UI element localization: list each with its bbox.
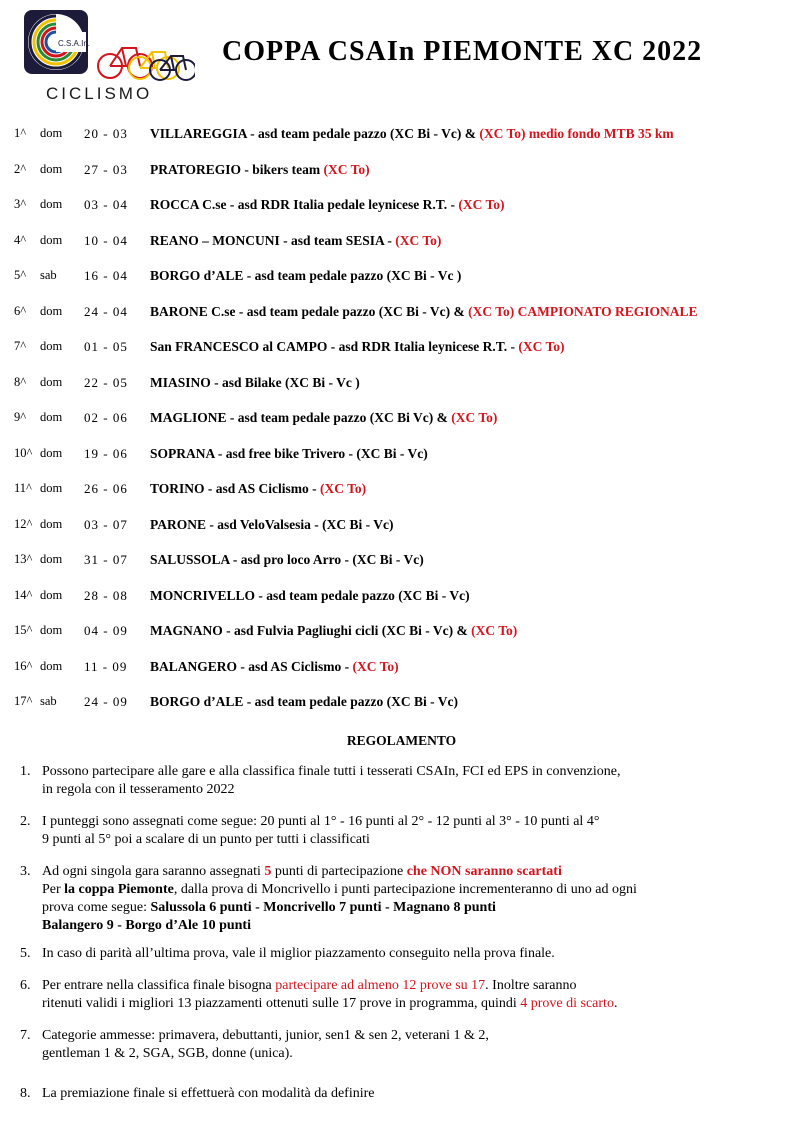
race-description [150, 197, 505, 213]
race-row [14, 126, 799, 162]
race-row [14, 375, 799, 411]
csain-ciclismo-logo-graphic [20, 8, 195, 88]
race-row [14, 481, 799, 517]
rule-1-line-1: Possono partecipare alle gare e alla classifica finale tutti i tesserati CSAIn, FCI ed EPS in convenzione, [42, 764, 621, 779]
race-xc-to: (XC To) [323, 161, 370, 177]
race-calendar [14, 126, 799, 730]
race-club: - asd free bike Trivero - (XC Bi - Vc) [214, 445, 428, 461]
race-xc-to: (XC To) [395, 232, 442, 248]
rule-8: 8. La premiazione finale si effettuerà con modalità da definire [20, 1086, 375, 1101]
race-location: REANO – MONCUNI [150, 232, 280, 248]
race-description [150, 339, 565, 355]
race-extra: CAMPIONATO REGIONALE [514, 303, 698, 319]
race-row [14, 304, 799, 340]
rule-2-line-2: 9 punti al 5° poi a scalare di un punto per tutti i classificati [42, 832, 370, 847]
race-row [14, 659, 799, 695]
race-number: 9^ [14, 410, 27, 424]
race-row [14, 233, 799, 269]
rule-2-line-1: I punteggi sono assegnati come segue: 20 punti al 1° - 16 punti al 2° - 12 punti al 3° - 10 punti al 4° [42, 814, 600, 829]
race-xc-to: (XC To) [458, 197, 505, 212]
race-xc-to: (XC To) [320, 481, 367, 496]
race-row [14, 197, 799, 233]
race-day: sab [40, 694, 57, 708]
race-day: dom [40, 126, 63, 140]
logo-ciclismo-text: CICLISMO [46, 84, 153, 103]
race-club: - asd team pedale pazzo (XC Bi - Vc) & [246, 126, 480, 141]
race-location: SALUSSOLA [150, 552, 230, 567]
race-day: dom [40, 339, 63, 353]
race-number: 10^ [14, 445, 33, 460]
race-number: 6^ [14, 303, 27, 318]
race-row [14, 162, 799, 198]
race-day: dom [40, 410, 63, 424]
race-date: 16 - 04 [84, 268, 128, 283]
race-location: TORINO [150, 481, 205, 496]
race-date: 22 - 05 [84, 374, 128, 390]
race-row [14, 588, 799, 624]
race-description [150, 588, 470, 604]
rule-1-line-2: in regola con il tesseramento 2022 [42, 782, 235, 797]
race-description [150, 375, 360, 391]
svg-text:C.S.A.In.: C.S.A.In. [58, 39, 91, 48]
race-xc-to: (XC To) [468, 303, 515, 319]
race-description [150, 517, 394, 533]
race-day: sab [40, 268, 57, 282]
race-day: dom [40, 197, 63, 211]
race-row [14, 552, 799, 588]
race-club: - asd team pedale pazzo (XC Bi - Vc) [255, 587, 470, 603]
race-xc-to: (XC To) [451, 410, 498, 425]
race-number: 4^ [14, 232, 27, 247]
race-date: 24 - 09 [84, 694, 128, 709]
race-day: dom [40, 587, 63, 602]
race-club: - asd VeloValsesia - (XC Bi - Vc) [206, 516, 394, 532]
race-location: BALANGERO [150, 658, 238, 674]
race-description [150, 694, 458, 710]
rule-6: 6. Per entrare nella classifica finale bisogna partecipare ad almeno 12 prove su 17. Inoltre saranno ritenuti validi i migliori 13 piazzamenti ottenuti sulle 17 prove in programma, quindi 4 prove di scarto. [20, 978, 618, 1011]
race-number: 12^ [14, 516, 33, 531]
race-location: MAGLIONE [150, 410, 227, 425]
race-date: 31 - 07 [84, 552, 128, 567]
race-club: - asd team SESIA - [279, 232, 396, 248]
race-location: San FRANCESCO al CAMPO [150, 339, 328, 354]
race-row [14, 694, 799, 730]
race-number: 17^ [14, 694, 33, 708]
race-location: MONCRIVELLO [150, 587, 256, 603]
race-number: 13^ [14, 552, 33, 566]
race-club: - asd AS Ciclismo - [237, 658, 353, 674]
race-club: - asd RDR Italia leynicese R.T. - [327, 339, 519, 354]
race-day: dom [40, 374, 63, 389]
race-location: BORGO d’ALE [150, 694, 244, 709]
race-number: 2^ [14, 161, 27, 176]
race-club: - asd team pedale pazzo (XC Bi - Vc ) [243, 268, 462, 283]
race-day: dom [40, 161, 63, 176]
race-number: 3^ [14, 197, 27, 211]
race-date: 20 - 03 [84, 126, 128, 141]
race-date: 04 - 09 [84, 623, 128, 638]
race-date: 02 - 06 [84, 410, 128, 425]
rule-3: 3. Ad ogni singola gara saranno assegnati 5 punti di partecipazione che NON saranno scartati Per la coppa Piemonte, dalla prova di Moncrivello i punti partecipazione incrementeranno di uno ad ogni prova come segue: Salussola 6 punti - Moncrivello 7 punti - Magnano 8 punti Balangero 9 - Borgo d’Ale 10 punti [20, 864, 637, 933]
race-description [150, 233, 441, 249]
race-club: - asd RDR Italia pedale leynicese R.T. - [226, 197, 459, 212]
race-description [150, 162, 370, 178]
rule-7: 7. Categorie ammesse: primavera, debuttanti, junior, sen1 & sen 2, veterani 1 & 2, gentleman 1 & 2, SGA, SGB, donne (unica). [20, 1028, 489, 1061]
regolamento-title: REGOLAMENTO [346, 733, 457, 748]
page-title: COPPA CSAIn PIEMONTE XC 2022 [222, 36, 703, 67]
race-day: dom [40, 552, 63, 566]
race-row [14, 446, 799, 482]
race-description [150, 304, 698, 320]
race-club: - asd team pedale pazzo (XC Bi - Vc) [243, 694, 459, 709]
race-extra: medio fondo MTB 35 km [525, 126, 674, 141]
race-date: 28 - 08 [84, 587, 128, 603]
race-day: dom [40, 232, 63, 247]
race-row [14, 339, 799, 375]
race-number: 5^ [14, 268, 27, 282]
race-day: dom [40, 658, 63, 673]
race-number: 8^ [14, 374, 27, 389]
race-description [150, 659, 399, 675]
race-number: 15^ [14, 623, 33, 637]
race-location: PARONE [150, 516, 206, 532]
race-row [14, 410, 799, 446]
race-date: 03 - 04 [84, 197, 128, 212]
race-date: 03 - 07 [84, 516, 128, 532]
race-day: dom [40, 623, 63, 637]
race-location: MIASINO [150, 374, 211, 390]
race-date: 27 - 03 [84, 161, 128, 177]
race-location: PRATOREGIO [150, 161, 242, 177]
race-day: dom [40, 516, 63, 531]
race-club: - asd pro loco Arro - (XC Bi - Vc) [229, 552, 424, 567]
race-location: BORGO d’ALE [150, 268, 244, 283]
race-club: - asd team pedale pazzo (XC Bi Vc) & [226, 410, 452, 425]
race-number: 14^ [14, 587, 33, 602]
race-date: 10 - 04 [84, 232, 128, 248]
race-description [150, 481, 366, 497]
race-description [150, 268, 461, 284]
race-date: 19 - 06 [84, 445, 128, 461]
regolamento-list [20, 763, 790, 1103]
race-row [14, 623, 799, 659]
rule-2: 2. I punteggi sono assegnati come segue: 20 punti al 1° - 16 punti al 2° - 12 punti al 3° - 10 punti al 4° 9 punti al 5° poi a scalare di un punto per tutti i classificati [20, 814, 600, 847]
race-description [150, 623, 517, 639]
race-date: 26 - 06 [84, 481, 128, 496]
race-day: dom [40, 481, 63, 495]
race-day: dom [40, 303, 63, 318]
race-location: BARONE C.se [150, 303, 236, 319]
race-description [150, 126, 674, 142]
race-number: 11^ [14, 481, 32, 495]
race-location: ROCCA C.se [150, 197, 227, 212]
race-xc-to: (XC To) [479, 126, 526, 141]
race-date: 24 - 04 [84, 303, 128, 319]
race-date: 11 - 09 [84, 658, 128, 674]
race-club: - asd team pedale pazzo (XC Bi - Vc) & [235, 303, 469, 319]
race-description [150, 446, 428, 462]
race-xc-to: (XC To) [518, 339, 565, 354]
race-location: SOPRANA [150, 445, 215, 461]
race-day: dom [40, 445, 63, 460]
race-number: 1^ [14, 126, 27, 140]
race-club: - asd Bilake (XC Bi - Vc ) [210, 374, 360, 390]
race-date: 01 - 05 [84, 339, 128, 354]
race-description [150, 552, 424, 568]
race-club: - asd Fulvia Pagliughi cicli (XC Bi - Vc) & [222, 623, 472, 638]
race-club: - asd AS Ciclismo - [204, 481, 321, 496]
race-number: 16^ [14, 658, 33, 673]
race-location: VILLAREGGIA [150, 126, 247, 141]
race-club: - bikers team [241, 161, 324, 177]
race-row [14, 517, 799, 553]
race-xc-to: (XC To) [352, 658, 399, 674]
race-xc-to: (XC To) [471, 623, 518, 638]
rule-1: 1. Possono partecipare alle gare e alla classifica finale tutti i tesserati CSAIn, FCI ed EPS in convenzione, in regola con il tesseramento 2022 [20, 764, 621, 797]
race-location: MAGNANO [150, 623, 223, 638]
race-description [150, 410, 497, 426]
rule-5: 5. In caso di parità all’ultima prova, vale il miglior piazzamento conseguito nella prova finale. [20, 946, 555, 961]
race-row [14, 268, 799, 304]
race-number: 7^ [14, 339, 27, 353]
